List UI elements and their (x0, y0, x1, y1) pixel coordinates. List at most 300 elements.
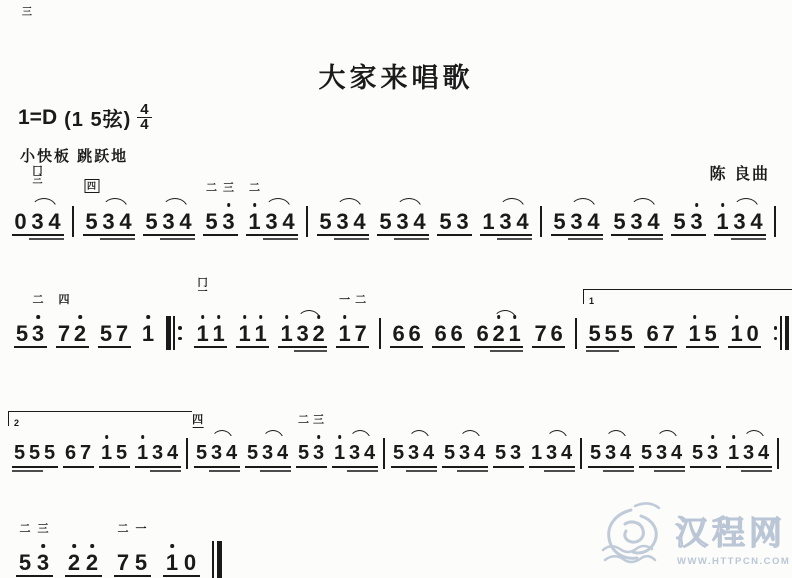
rest-note (745, 321, 761, 345)
beam-line-2 (603, 470, 619, 472)
note-digit: 4 (179, 209, 192, 234)
note-digit: 4 (363, 442, 376, 464)
beam-line (586, 346, 603, 348)
beam-line (671, 234, 689, 236)
note-digit: 6 (550, 321, 563, 346)
note-digit: 1 (338, 321, 351, 346)
beam-line-2 (645, 238, 663, 240)
slur-arc (408, 430, 430, 441)
note-group (12, 441, 57, 465)
beam-line-2 (310, 350, 327, 352)
note (508, 441, 523, 465)
beam-line-2 (514, 238, 532, 240)
note-digit: 0 (183, 550, 197, 575)
note (407, 321, 423, 345)
beam-line (352, 346, 369, 348)
note (311, 414, 326, 465)
note-digit: 0 (14, 209, 27, 234)
corner-mark: 三 (22, 7, 32, 18)
note-digit: 1 (141, 321, 155, 346)
note (114, 441, 129, 465)
fingering-mark: 二 (249, 182, 260, 194)
note-digit: 4 (750, 209, 763, 234)
note-digit: 6 (392, 321, 405, 346)
note (533, 321, 549, 345)
beam-line (278, 346, 295, 348)
note (220, 182, 237, 234)
beam-line (688, 234, 706, 236)
beam-line (83, 234, 101, 236)
octave-dot (217, 315, 221, 319)
note-group (480, 209, 531, 233)
note-digit: 1 (248, 209, 261, 234)
note (568, 209, 585, 233)
note (347, 441, 362, 465)
note (279, 321, 295, 345)
note-digit: 0 (746, 321, 759, 346)
beam-line (83, 575, 102, 577)
beam-line (654, 466, 670, 468)
note (311, 321, 327, 345)
octave-dot (711, 435, 715, 439)
note-group (551, 209, 602, 233)
note (99, 441, 114, 465)
song-title: 大家来唱歌 (318, 63, 474, 93)
note-digit: 6 (434, 321, 447, 346)
note-group (12, 166, 63, 234)
note-group (639, 441, 684, 465)
note (83, 181, 100, 234)
note-digit: 3 (31, 209, 44, 234)
note (334, 209, 351, 233)
beam-line (209, 466, 225, 468)
beam-line (690, 466, 706, 468)
beam-line (311, 466, 327, 468)
beam-line-2 (457, 470, 473, 472)
octave-dot (338, 435, 342, 439)
barline (580, 438, 582, 469)
beam-line (12, 466, 28, 468)
slur-arc (459, 430, 481, 441)
note (514, 209, 531, 233)
note-digit: 2 (492, 321, 505, 346)
note (688, 209, 705, 233)
note-group (163, 550, 199, 574)
note (661, 321, 677, 345)
note-digit: 3 (733, 209, 746, 234)
key-signature (18, 103, 152, 132)
note-digit: 1 (254, 321, 267, 346)
note (628, 209, 645, 233)
slur-arc (336, 198, 362, 209)
octave-dot (170, 544, 174, 548)
beam-line (639, 466, 655, 468)
note (705, 441, 720, 465)
fingering-mark: 四 (84, 179, 99, 193)
watermark-url: WWW.HTTPCN.COM (677, 556, 790, 567)
beam-line-2 (497, 238, 515, 240)
note-digit: 3 (151, 442, 164, 464)
beam-line (210, 346, 227, 348)
note-digit: 1 (530, 442, 543, 464)
final-barline (212, 541, 222, 578)
slur-arc (265, 198, 291, 209)
note-group (203, 182, 237, 234)
note (472, 441, 487, 465)
beam-line-2 (628, 238, 646, 240)
beam-line (12, 234, 30, 236)
beam-line (334, 234, 352, 236)
note-digit: 3 (312, 442, 325, 464)
beam-line-2 (602, 350, 619, 352)
note (56, 294, 72, 346)
note (46, 209, 63, 233)
beam-line (705, 466, 721, 468)
note-digit: 5 (620, 321, 633, 346)
note-digit: 5 (604, 321, 617, 346)
fingering-mark: 二 (19, 523, 31, 535)
note-digit: 3 (162, 209, 175, 234)
note (714, 209, 731, 233)
note-digit: 3 (296, 321, 309, 346)
octave-dot (72, 544, 76, 548)
beam-line (506, 346, 523, 348)
note (544, 441, 559, 465)
note-digit: 1 (136, 442, 149, 464)
note-digit: 1 (508, 321, 521, 346)
note (645, 209, 662, 233)
note (100, 209, 117, 233)
note (475, 321, 491, 345)
beam-line (744, 346, 761, 348)
beam-line (194, 466, 210, 468)
beam-line (236, 346, 253, 348)
note-digit: 5 (99, 321, 113, 346)
repeat-dots (175, 316, 185, 350)
note-digit: 5 (15, 321, 29, 346)
time-signature (137, 103, 151, 132)
slur-arc (262, 430, 284, 441)
note-digit: 4 (516, 209, 529, 234)
beam-line (514, 234, 532, 236)
beam-line (16, 575, 35, 577)
octave-dot (90, 544, 94, 548)
beam-line (65, 575, 84, 577)
note (493, 441, 508, 465)
beam-line (457, 466, 473, 468)
beam-line (611, 234, 629, 236)
slur-arc (396, 198, 422, 209)
beam-line-2 (275, 470, 291, 472)
beam-line (728, 346, 745, 348)
beam-line (756, 466, 772, 468)
beam-line-2 (165, 470, 181, 472)
fingering-mark: 二 (206, 182, 217, 194)
note-digit: 3 (348, 442, 361, 464)
fingering-mark: 一 (135, 523, 147, 535)
note-digit: 5 (443, 442, 456, 464)
note-digit: 3 (742, 442, 755, 464)
beam-line (421, 466, 437, 468)
beam-line-2 (209, 470, 225, 472)
octave-dot (721, 203, 725, 207)
note (317, 209, 334, 233)
octave-dot (343, 315, 347, 319)
beam-line-2 (351, 238, 369, 240)
repeat-end-sign (771, 316, 790, 350)
beam-line-2 (748, 238, 766, 240)
note (165, 441, 180, 465)
beam-line (100, 234, 118, 236)
barline (540, 206, 542, 237)
note-group (65, 550, 101, 574)
note (29, 166, 46, 234)
note (209, 441, 224, 465)
note-group (14, 294, 46, 346)
note-group (98, 321, 130, 345)
note (245, 441, 260, 465)
beam-line (731, 234, 749, 236)
composer-credit: 陈 良曲 (709, 166, 770, 183)
note-group (391, 441, 436, 465)
beam-line (310, 346, 327, 348)
note-digit: 3 (690, 209, 703, 234)
beam-line (177, 234, 195, 236)
barline (379, 318, 381, 349)
rest-note (181, 550, 199, 574)
barline (72, 206, 74, 237)
note (406, 441, 421, 465)
beam-line (351, 234, 369, 236)
note (611, 209, 628, 233)
note-digit: 5 (673, 209, 686, 234)
octave-dot (105, 435, 109, 439)
meter-denominator: 4 (140, 116, 149, 133)
note (42, 441, 57, 465)
note-group (337, 294, 369, 346)
beam-line (406, 466, 422, 468)
note-digit: 1 (165, 550, 179, 575)
note (224, 441, 239, 465)
beam-line (263, 234, 281, 236)
note-digit: 7 (534, 321, 547, 346)
beam-line (181, 575, 200, 577)
beam-line (377, 234, 395, 236)
beam-line (78, 466, 94, 468)
volta-bracket (8, 411, 192, 426)
note-digit: 5 (85, 209, 98, 234)
slur-arc (743, 430, 765, 441)
beam-line (702, 346, 719, 348)
beam-line (224, 466, 240, 468)
beam-line-2 (756, 470, 772, 472)
beam-line (544, 466, 560, 468)
beam-line (551, 234, 569, 236)
beam-line (741, 466, 757, 468)
note-digit: 2 (73, 321, 87, 346)
repeat-dots (771, 316, 781, 350)
note-digit: 5 (589, 442, 602, 464)
beam-line (390, 346, 407, 348)
note-digit: 3 (545, 442, 558, 464)
beam-line-2 (334, 238, 352, 240)
octave-dot (285, 315, 289, 319)
note (72, 321, 88, 345)
note-group (533, 321, 565, 345)
note-digit: 6 (476, 321, 489, 346)
beam-line-2 (280, 238, 298, 240)
key-label: 1=D (18, 105, 58, 129)
note-digit: 2 (312, 321, 325, 346)
octave-dot (36, 315, 40, 319)
note (377, 209, 394, 233)
note-digit: 5 (28, 442, 41, 464)
slur-arc (570, 198, 596, 209)
beam-line (163, 575, 182, 577)
volta-number: 2 (14, 418, 20, 428)
beam-line (117, 234, 135, 236)
note-group (671, 209, 705, 233)
volta-number: 1 (589, 296, 595, 306)
beam-line-2 (669, 470, 685, 472)
beam-line (72, 346, 89, 348)
fingering-mark: 三 (223, 182, 234, 194)
beam-line-2 (731, 238, 749, 240)
beam-line (497, 234, 515, 236)
slur-arc (31, 198, 57, 209)
note-digit: 5 (553, 209, 566, 234)
note-digit: 3 (630, 209, 643, 234)
note (63, 441, 78, 465)
beam-line (669, 466, 685, 468)
beam-line (203, 234, 221, 236)
beam-line-2 (559, 470, 575, 472)
beam-line (432, 346, 449, 348)
note-group (246, 182, 297, 234)
beam-line (14, 346, 31, 348)
barline (186, 438, 188, 469)
fingering-mark: 四 (58, 294, 70, 306)
note-digit: 4 (119, 209, 132, 234)
note-digit: 4 (48, 209, 61, 234)
note-digit: 5 (439, 209, 452, 234)
beam-line (46, 234, 64, 236)
beam-line (508, 466, 524, 468)
watermark (595, 494, 790, 576)
beam-line (603, 466, 619, 468)
beam-line (532, 346, 549, 348)
note (394, 209, 411, 233)
octave-dot (317, 435, 321, 439)
beam-line (480, 234, 498, 236)
note (731, 209, 748, 233)
fingering-mark: 二 (355, 294, 367, 306)
note (442, 441, 457, 465)
note-group (192, 414, 239, 465)
note-digit: 3 (102, 209, 115, 234)
note (296, 414, 311, 465)
beam-line-2 (27, 470, 43, 472)
beam-line (644, 346, 661, 348)
note-digit: 4 (225, 442, 238, 464)
note (507, 321, 523, 345)
beam-line (132, 575, 151, 577)
note-digit: 5 (246, 442, 259, 464)
note-group (726, 441, 771, 465)
note (114, 523, 132, 575)
note-group (690, 441, 720, 465)
note-group (195, 278, 227, 346)
note (114, 321, 130, 345)
barline (306, 206, 308, 237)
note-digit: 3 (604, 442, 617, 464)
note-digit: 4 (413, 209, 426, 234)
note-digit: 2 (67, 550, 81, 575)
note-group (16, 523, 52, 575)
note-digit: 7 (79, 442, 92, 464)
beam-line (42, 466, 58, 468)
beam-line (220, 234, 238, 236)
note-group (83, 181, 134, 234)
note (411, 209, 428, 233)
beam-line (645, 234, 663, 236)
tempo-marking: 小快板 跳跃地 (20, 148, 129, 165)
beam-line (748, 234, 766, 236)
note (748, 209, 765, 233)
note-digit: 7 (115, 321, 129, 346)
beam-line (275, 466, 291, 468)
beam-line-2 (160, 238, 178, 240)
note-group (611, 209, 662, 233)
beam-line (30, 346, 47, 348)
note (454, 209, 471, 233)
beam-line-2 (362, 470, 378, 472)
beam-line (618, 466, 634, 468)
note (549, 321, 565, 345)
note (726, 441, 741, 465)
slur-arc (493, 310, 517, 321)
slur-arc (211, 430, 233, 441)
note-digit: 3 (36, 550, 50, 575)
note-digit: 5 (379, 209, 392, 234)
note (16, 523, 34, 575)
beam-line-2 (406, 470, 422, 472)
note-digit: 6 (64, 442, 77, 464)
note-group (587, 321, 635, 345)
beam-line (493, 466, 509, 468)
note (260, 441, 275, 465)
beam-line (472, 466, 488, 468)
note-group (143, 209, 194, 233)
beam-line (332, 466, 348, 468)
beam-line (559, 466, 575, 468)
beam-line (114, 575, 133, 577)
note (756, 441, 771, 465)
octave-dot (78, 315, 82, 319)
note-digit: 4 (587, 209, 600, 234)
note (353, 294, 369, 346)
note (480, 209, 497, 233)
beam-line (194, 346, 211, 348)
beam-line (585, 234, 603, 236)
note (253, 321, 269, 345)
note (65, 550, 83, 574)
note (457, 441, 472, 465)
note (362, 441, 377, 465)
beam-line-2 (394, 238, 412, 240)
note-digit: 5 (134, 550, 148, 575)
beam-line (568, 234, 586, 236)
